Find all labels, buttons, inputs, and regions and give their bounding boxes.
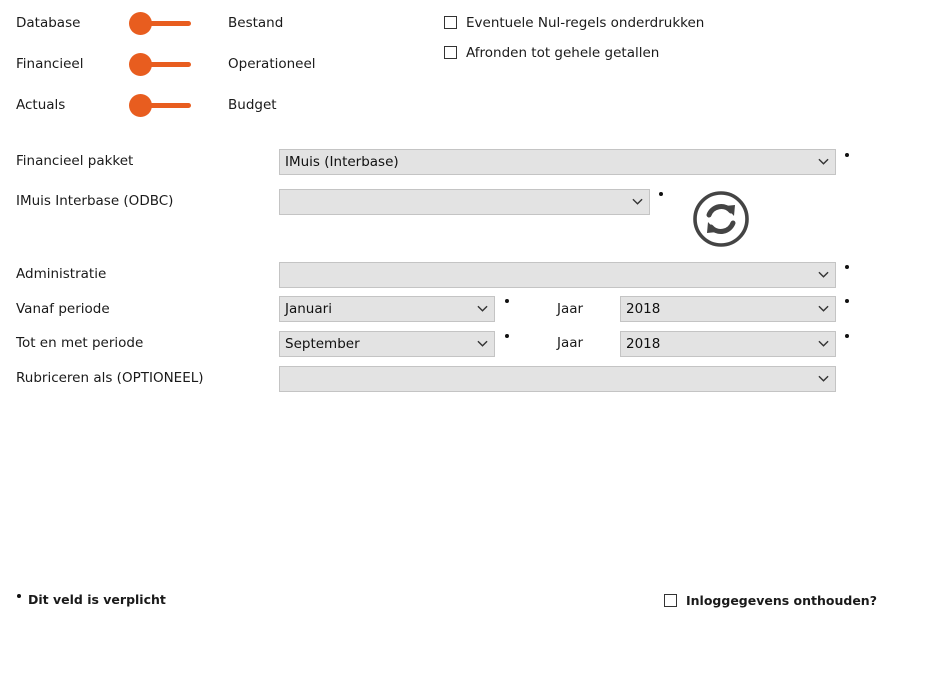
toggle-left-label-actuals: Actuals (16, 97, 66, 113)
to-period-select[interactable] (279, 331, 495, 357)
connection-label: IMuis Interbase (ODBC) (16, 193, 174, 209)
toggle-left-label-database: Database (16, 15, 81, 31)
connection-select[interactable] (279, 189, 650, 215)
chevron-down-icon (477, 338, 488, 349)
chevron-down-icon (818, 338, 829, 349)
from-period-value: Januari (285, 301, 332, 317)
chevron-down-icon (818, 373, 829, 384)
required-marker (505, 334, 509, 338)
classify-as-label: Rubriceren als (OPTIONEEL) (16, 370, 204, 386)
required-note-marker (17, 594, 21, 598)
remember-login-checkbox[interactable] (664, 594, 677, 607)
from-period-label: Vanaf periode (16, 301, 110, 317)
toggle-left-label-financieel: Financieel (16, 56, 84, 72)
financial-package-select[interactable] (279, 149, 836, 175)
from-year-select[interactable] (620, 296, 836, 322)
chevron-down-icon (818, 269, 829, 280)
required-marker (845, 334, 849, 338)
toggle-right-label-operationeel: Operationeel (228, 56, 316, 72)
to-period-value: September (285, 336, 360, 352)
administration-select[interactable] (279, 262, 836, 288)
refresh-icon[interactable] (692, 190, 750, 248)
actuals-budget-toggle[interactable] (129, 94, 191, 116)
classify-as-select[interactable] (279, 366, 836, 392)
administration-label: Administratie (16, 266, 107, 282)
financial-package-label: Financieel pakket (16, 153, 134, 169)
required-note: Dit veld is verplicht (28, 592, 166, 607)
suppress-zero-label: Eventuele Nul-regels onderdrukken (466, 15, 705, 31)
toggle-right-label-bestand: Bestand (228, 15, 284, 31)
to-year-value: 2018 (626, 336, 661, 352)
from-year-value: 2018 (626, 301, 661, 317)
chevron-down-icon (818, 303, 829, 314)
toggle-knob[interactable] (129, 53, 152, 76)
required-marker (505, 299, 509, 303)
chevron-down-icon (477, 303, 488, 314)
from-period-select[interactable] (279, 296, 495, 322)
remember-login-label: Inloggegevens onthouden? (686, 593, 877, 608)
required-marker (845, 153, 849, 157)
financieel-operationeel-toggle[interactable] (129, 53, 191, 75)
financial-package-value: IMuis (Interbase) (285, 154, 399, 170)
to-year-select[interactable] (620, 331, 836, 357)
to-period-label: Tot en met periode (16, 335, 144, 351)
to-year-label: Jaar (557, 335, 584, 351)
database-bestand-toggle[interactable] (129, 12, 191, 34)
toggle-knob[interactable] (129, 12, 152, 35)
required-marker (845, 299, 849, 303)
chevron-down-icon (632, 196, 643, 207)
round-whole-checkbox[interactable] (444, 46, 457, 59)
toggle-right-label-budget: Budget (228, 97, 277, 113)
required-marker (845, 265, 849, 269)
toggle-knob[interactable] (129, 94, 152, 117)
suppress-zero-checkbox[interactable] (444, 16, 457, 29)
required-marker (659, 192, 663, 196)
chevron-down-icon (818, 156, 829, 167)
round-whole-label: Afronden tot gehele getallen (466, 45, 660, 61)
from-year-label: Jaar (557, 301, 584, 317)
